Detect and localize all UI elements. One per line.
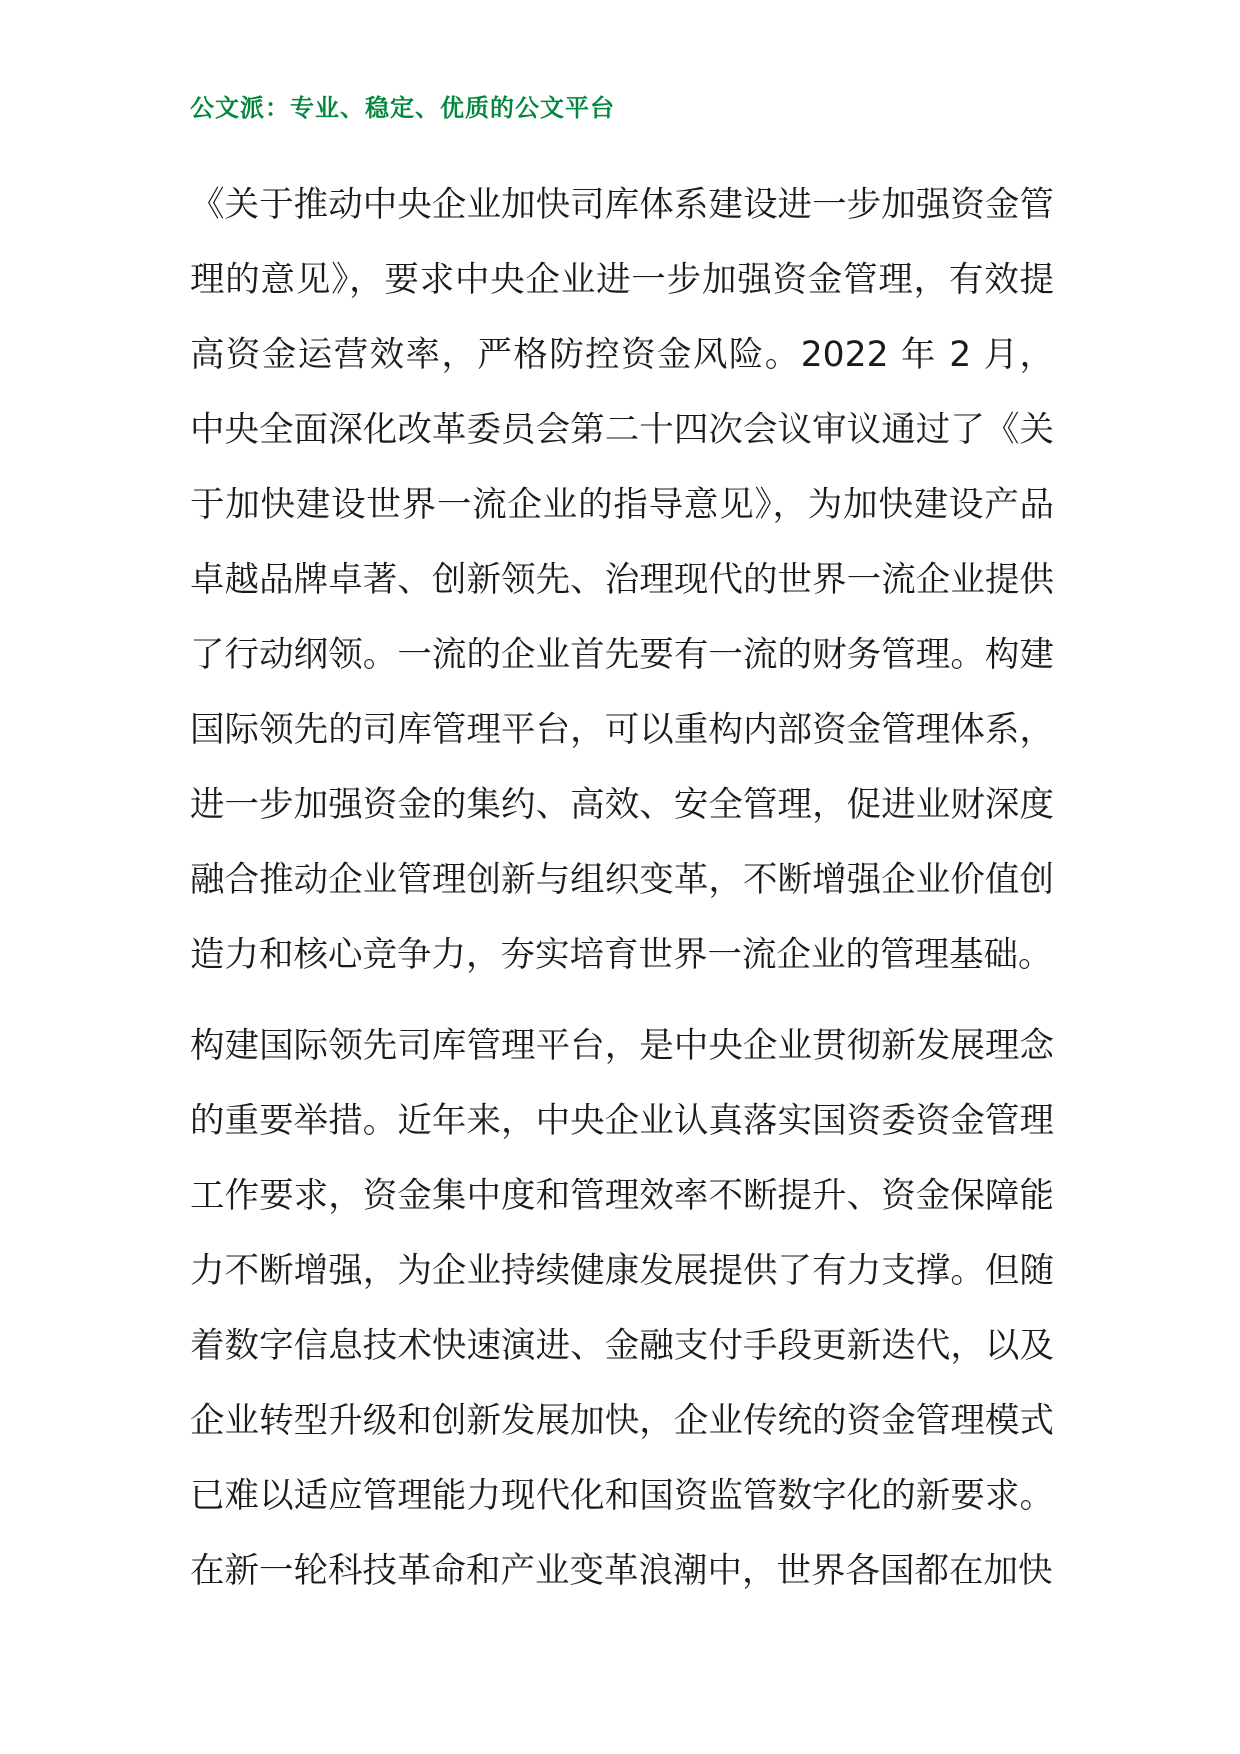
header-slogan: 公文派：专业、稳定、优质的公文平台 <box>190 94 615 122</box>
article-body <box>190 168 1054 1609</box>
paragraph-1: 《关于推动中央企业加快司库体系建设进一步加强资金管理的意见》，要求中央企业进一步加强资金管理，有效提高资金运营效率，严格防控资金风险。2022 年 2 月，中央全面深化改革委员会第二十四次会议审议通过了《关于加快建设世界一流企业的指导意见》，为加快建设产品卓越品牌卓著、创新领先、治理现代的世界一流企业提供了行动纲领。一流的企业首先要有一流的财务管理。构建国际领先的司库管理平台，可以重构内部资金管理体系，进一步加强资金的集约、高效、安全管理，促进业财深度融合推动企业管理创新与组织变革，不断增强企业价值创造力和核心竞争力，夯实培育世界一流企业的管理基础。 <box>190 185 1054 975</box>
paragraph-2: 构建国际领先司库管理平台，是中央企业贯彻新发展理念的重要举措。近年来，中央企业认真落实国资委资金管理工作要求，资金集中度和管理效率不断提升、资金保障能力不断增强，为企业持续健康发展提供了有力支撑。但随着数字信息技术快速演进、金融支付手段更新迭代，以及企业转型升级和创新发展加快，企业传统的资金管理模式已难以适应管理能力现代化和国资监管数字化的新要求。在新一轮科技革命和产业变革浪潮中，世界各国都在加快 <box>190 1026 1054 1591</box>
